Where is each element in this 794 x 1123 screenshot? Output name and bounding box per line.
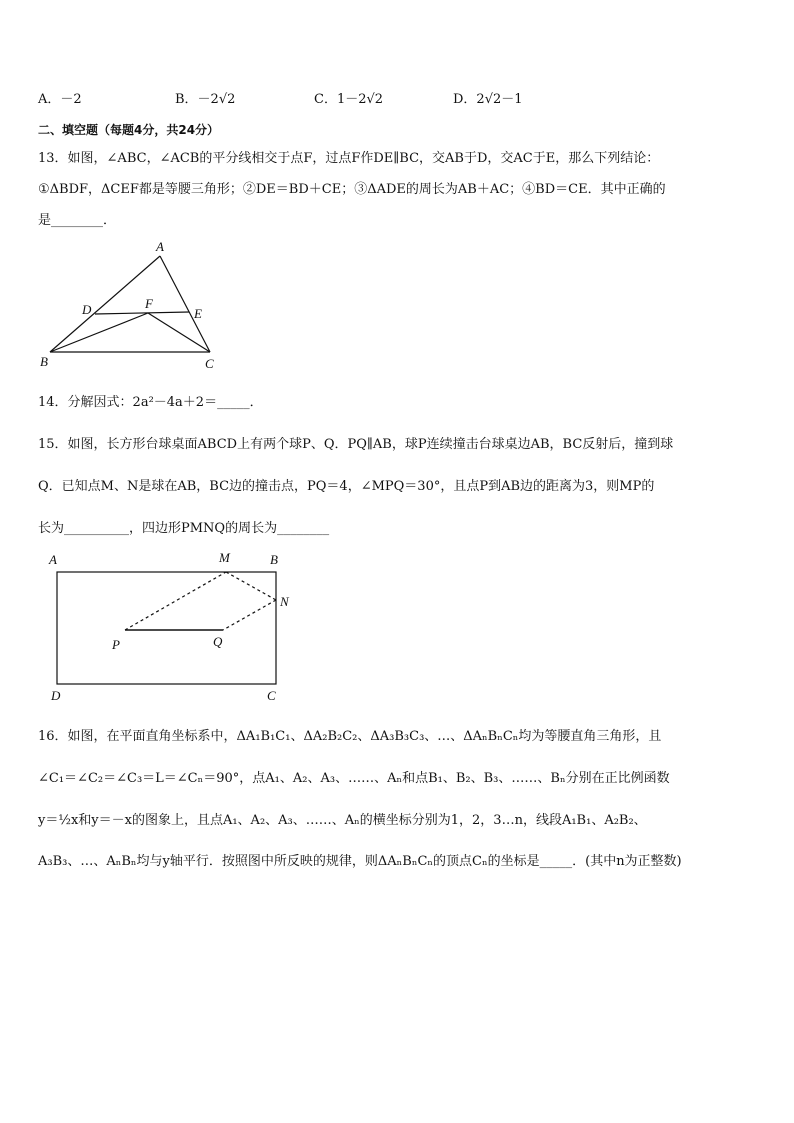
label-m: M (219, 550, 230, 565)
section-header: 二、填空题（每题4分，共24分） (38, 123, 220, 137)
label-e: E (194, 306, 202, 321)
label-c: C (205, 356, 214, 371)
label-b: B (40, 354, 48, 369)
q14-line-1: 14．分解因式：2a²－4a＋2＝_____． (38, 395, 263, 410)
q15-line-3: 长为__________，四边形PMNQ的周长为________ (38, 521, 330, 536)
label-f: F (145, 296, 153, 311)
segment-pm (125, 572, 226, 630)
q16-line-3: y＝½x和y＝－x的图象上，且点A₁、A₂、A₃、……、Aₙ的横坐标分别为1，2，3…n，线段A₁B₁、A₂B₂、 (38, 813, 647, 828)
option-a: A．－2 (38, 92, 82, 107)
option-c: C．1－2√2 (314, 92, 384, 107)
label-d: D (82, 302, 92, 317)
q16-line-1: 16．如图，在平面直角坐标系中，ΔA₁B₁C₁、ΔA₂B₂C₂、ΔA₃B₃C₃、…、ΔAₙBₙCₙ均为等腰直角三角形，且 (38, 729, 662, 744)
label-c: C (267, 688, 276, 703)
label-q: Q (213, 634, 223, 649)
q15-line-1: 15．如图，长方形台球桌面ABCD上有两个球P、Q．PQ∥AB，球P连续撞击台球桌边AB，BC反射后，撞到球 (38, 437, 674, 452)
segment-mn (226, 572, 276, 600)
q13-line-3: 是________． (38, 213, 117, 228)
q15-line-2: Q．已知点M、N是球在AB，BC边的撞击点，PQ＝4，∠MPQ＝30°，且点P到AB边的距离为3，则MP的 (38, 479, 655, 494)
rect-abcd (57, 572, 276, 684)
segment-nq (223, 600, 276, 630)
q13-line-1: 13．如图，∠ABC，∠ACB的平分线相交于点F，过点F作DE∥BC，交AB于D，交AC于E，那么下列结论： (38, 151, 660, 166)
q16-line-2: ∠C₁＝∠C₂＝∠C₃＝L＝∠Cₙ＝90°，点A₁、A₂、A₃、……、Aₙ和点B₁、B₂、B₃、……、Bₙ分别在正比例函数 (38, 771, 670, 786)
label-p: P (112, 637, 120, 652)
label-a: A (156, 239, 164, 254)
option-d: D．2√2－1 (453, 92, 523, 107)
label-n: N (280, 594, 289, 609)
q16-line-4: A₃B₃、…、AₙBₙ均与y轴平行．按照图中所反映的规律，则ΔAₙBₙCₙ的顶点Cₙ的坐标是_____．(其中n为正整数) (38, 854, 682, 869)
option-b: B．－2√2 (175, 92, 236, 107)
label-a: A (49, 552, 57, 567)
label-b: B (270, 552, 278, 567)
q13-line-2: ①ΔBDF，ΔCEF都是等腰三角形；②DE＝BD＋CE；③ΔADE的周长为AB＋AC；④BD＝CE．其中正确的 (38, 182, 666, 197)
label-d: D (51, 688, 61, 703)
